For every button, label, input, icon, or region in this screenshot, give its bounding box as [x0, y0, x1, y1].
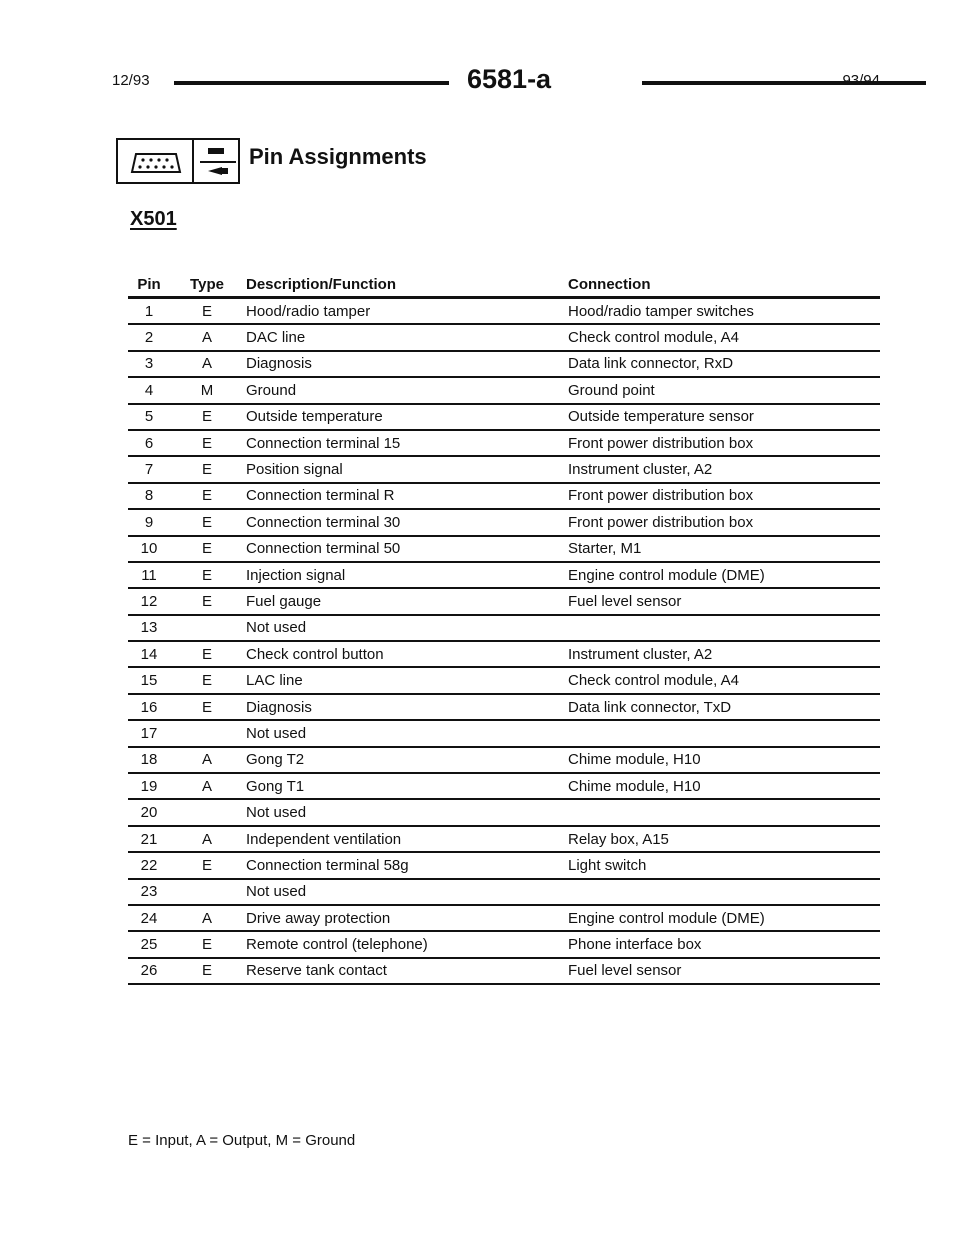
connection-cell: Chime module, H10 [568, 773, 880, 799]
connection-cell: Chime module, H10 [568, 747, 880, 773]
pin-assignment-table [128, 272, 880, 985]
description-cell: Connection terminal 50 [244, 536, 568, 562]
description-cell: Connection terminal 15 [244, 430, 568, 456]
column-header-description: Description/Function [244, 272, 568, 298]
pin-number-cell: 16 [128, 694, 170, 720]
table-row [128, 641, 880, 667]
pin-number-cell: 22 [128, 852, 170, 878]
table-row [128, 852, 880, 878]
header-right-date: 93/94 [842, 72, 880, 89]
pin-type-cell: E [170, 588, 244, 614]
pin-type-cell: E [170, 562, 244, 588]
connection-cell: Starter, M1 [568, 536, 880, 562]
pin-number-cell: 15 [128, 667, 170, 693]
table-row [128, 509, 880, 535]
description-cell: Drive away protection [244, 905, 568, 931]
pin-number-cell: 7 [128, 456, 170, 482]
connection-cell: Hood/radio tamper switches [568, 298, 880, 325]
table-row [128, 826, 880, 852]
description-cell: Diagnosis [244, 351, 568, 377]
table-row [128, 773, 880, 799]
description-cell: Remote control (telephone) [244, 931, 568, 957]
pin-type-cell: E [170, 456, 244, 482]
table-row [128, 483, 880, 509]
table-row [128, 615, 880, 641]
section-title: Pin Assignments [249, 144, 427, 169]
table-row [128, 905, 880, 931]
column-header-connection: Connection [568, 272, 880, 298]
pin-number-cell: 12 [128, 588, 170, 614]
pin-number-cell: 11 [128, 562, 170, 588]
table-row [128, 667, 880, 693]
table-row [128, 404, 880, 430]
pin-type-cell: E [170, 536, 244, 562]
column-header-type: Type [170, 272, 244, 298]
table-row [128, 720, 880, 746]
pin-number-cell: 6 [128, 430, 170, 456]
description-cell: Gong T1 [244, 773, 568, 799]
table-row [128, 694, 880, 720]
pin-number-cell: 9 [128, 509, 170, 535]
pin-type-cell: A [170, 773, 244, 799]
pin-type-cell: M [170, 377, 244, 403]
connection-cell: Relay box, A15 [568, 826, 880, 852]
description-cell: Reserve tank contact [244, 958, 568, 984]
pin-number-cell: 18 [128, 747, 170, 773]
pin-type-cell: A [170, 351, 244, 377]
table-row [128, 456, 880, 482]
table-row [128, 958, 880, 984]
pin-number-cell: 10 [128, 536, 170, 562]
connection-cell: Ground point [568, 377, 880, 403]
table-row [128, 588, 880, 614]
table-header-row [128, 272, 880, 298]
connection-cell: Check control module, A4 [568, 667, 880, 693]
description-cell: Position signal [244, 456, 568, 482]
pin-type-cell: E [170, 667, 244, 693]
description-cell: Hood/radio tamper [244, 298, 568, 325]
connection-cell: Light switch [568, 852, 880, 878]
column-header-pin: Pin [128, 272, 170, 298]
table-row [128, 351, 880, 377]
pin-type-cell [170, 879, 244, 905]
table-row [128, 298, 880, 325]
connection-cell [568, 615, 880, 641]
description-cell: Check control button [244, 641, 568, 667]
pin-type-cell: A [170, 324, 244, 350]
description-cell: Outside temperature [244, 404, 568, 430]
connection-cell: Engine control module (DME) [568, 562, 880, 588]
description-cell: Independent ventilation [244, 826, 568, 852]
table-row [128, 562, 880, 588]
pin-number-cell: 24 [128, 905, 170, 931]
connection-cell [568, 879, 880, 905]
connection-cell: Data link connector, RxD [568, 351, 880, 377]
pin-number-cell: 5 [128, 404, 170, 430]
connection-cell: Front power distribution box [568, 509, 880, 535]
header-left-date: 12/93 [112, 72, 150, 89]
connection-cell [568, 720, 880, 746]
table-row [128, 799, 880, 825]
connection-cell: Data link connector, TxD [568, 694, 880, 720]
description-cell: Connection terminal 30 [244, 509, 568, 535]
table-body [128, 298, 880, 985]
connection-cell [568, 799, 880, 825]
description-cell: DAC line [244, 324, 568, 350]
connection-cell: Fuel level sensor [568, 588, 880, 614]
legend-footnote: E = Input, A = Output, M = Ground [128, 1132, 356, 1149]
pin-number-cell: 2 [128, 324, 170, 350]
pin-number-cell: 23 [128, 879, 170, 905]
header-rule-right [642, 81, 926, 85]
pin-number-cell: 1 [128, 298, 170, 325]
pin-type-cell [170, 615, 244, 641]
pin-terminal-icon [198, 143, 238, 181]
description-cell: Injection signal [244, 562, 568, 588]
connection-cell: Outside temperature sensor [568, 404, 880, 430]
pin-type-cell: A [170, 747, 244, 773]
connection-cell: Instrument cluster, A2 [568, 456, 880, 482]
pin-number-cell: 26 [128, 958, 170, 984]
description-cell: Ground [244, 377, 568, 403]
connection-cell: Engine control module (DME) [568, 905, 880, 931]
description-cell: Fuel gauge [244, 588, 568, 614]
pin-number-cell: 25 [128, 931, 170, 957]
connection-cell: Instrument cluster, A2 [568, 641, 880, 667]
description-cell: Not used [244, 799, 568, 825]
pin-number-cell: 17 [128, 720, 170, 746]
description-cell: Diagnosis [244, 694, 568, 720]
page-header [112, 64, 880, 94]
description-cell: Not used [244, 879, 568, 905]
pin-number-cell: 4 [128, 377, 170, 403]
pin-type-cell: E [170, 852, 244, 878]
table-row [128, 931, 880, 957]
connection-cell: Check control module, A4 [568, 324, 880, 350]
description-cell: Not used [244, 720, 568, 746]
pin-type-cell: E [170, 298, 244, 325]
pin-type-cell [170, 799, 244, 825]
pin-type-cell: E [170, 641, 244, 667]
connector-id: X501 [130, 208, 177, 230]
pin-number-cell: 20 [128, 799, 170, 825]
pin-number-cell: 8 [128, 483, 170, 509]
description-cell: Connection terminal R [244, 483, 568, 509]
pin-type-cell: E [170, 483, 244, 509]
pin-type-cell: E [170, 931, 244, 957]
pin-type-cell: E [170, 694, 244, 720]
connection-cell: Phone interface box [568, 931, 880, 957]
description-cell: Not used [244, 615, 568, 641]
connection-cell: Front power distribution box [568, 430, 880, 456]
table-row [128, 747, 880, 773]
pin-number-cell: 19 [128, 773, 170, 799]
connector-symbol-box [116, 138, 240, 184]
description-cell: LAC line [244, 667, 568, 693]
table-row [128, 377, 880, 403]
pin-type-cell: E [170, 958, 244, 984]
pin-number-cell: 13 [128, 615, 170, 641]
connector-box-divider [192, 140, 194, 182]
connection-cell: Front power distribution box [568, 483, 880, 509]
table-row [128, 536, 880, 562]
header-rule-left [174, 81, 449, 85]
pin-type-cell: A [170, 826, 244, 852]
document-code: 6581-a [467, 64, 552, 94]
connection-cell: Fuel level sensor [568, 958, 880, 984]
table-row [128, 324, 880, 350]
pin-type-cell: E [170, 509, 244, 535]
pin-type-cell [170, 720, 244, 746]
description-cell: Connection terminal 58g [244, 852, 568, 878]
table-row [128, 430, 880, 456]
pin-number-cell: 3 [128, 351, 170, 377]
pin-number-cell: 14 [128, 641, 170, 667]
connector-plug-icon [130, 152, 182, 174]
pin-type-cell: A [170, 905, 244, 931]
pin-type-cell: E [170, 430, 244, 456]
pin-number-cell: 21 [128, 826, 170, 852]
description-cell: Gong T2 [244, 747, 568, 773]
table-row [128, 879, 880, 905]
pin-type-cell: E [170, 404, 244, 430]
